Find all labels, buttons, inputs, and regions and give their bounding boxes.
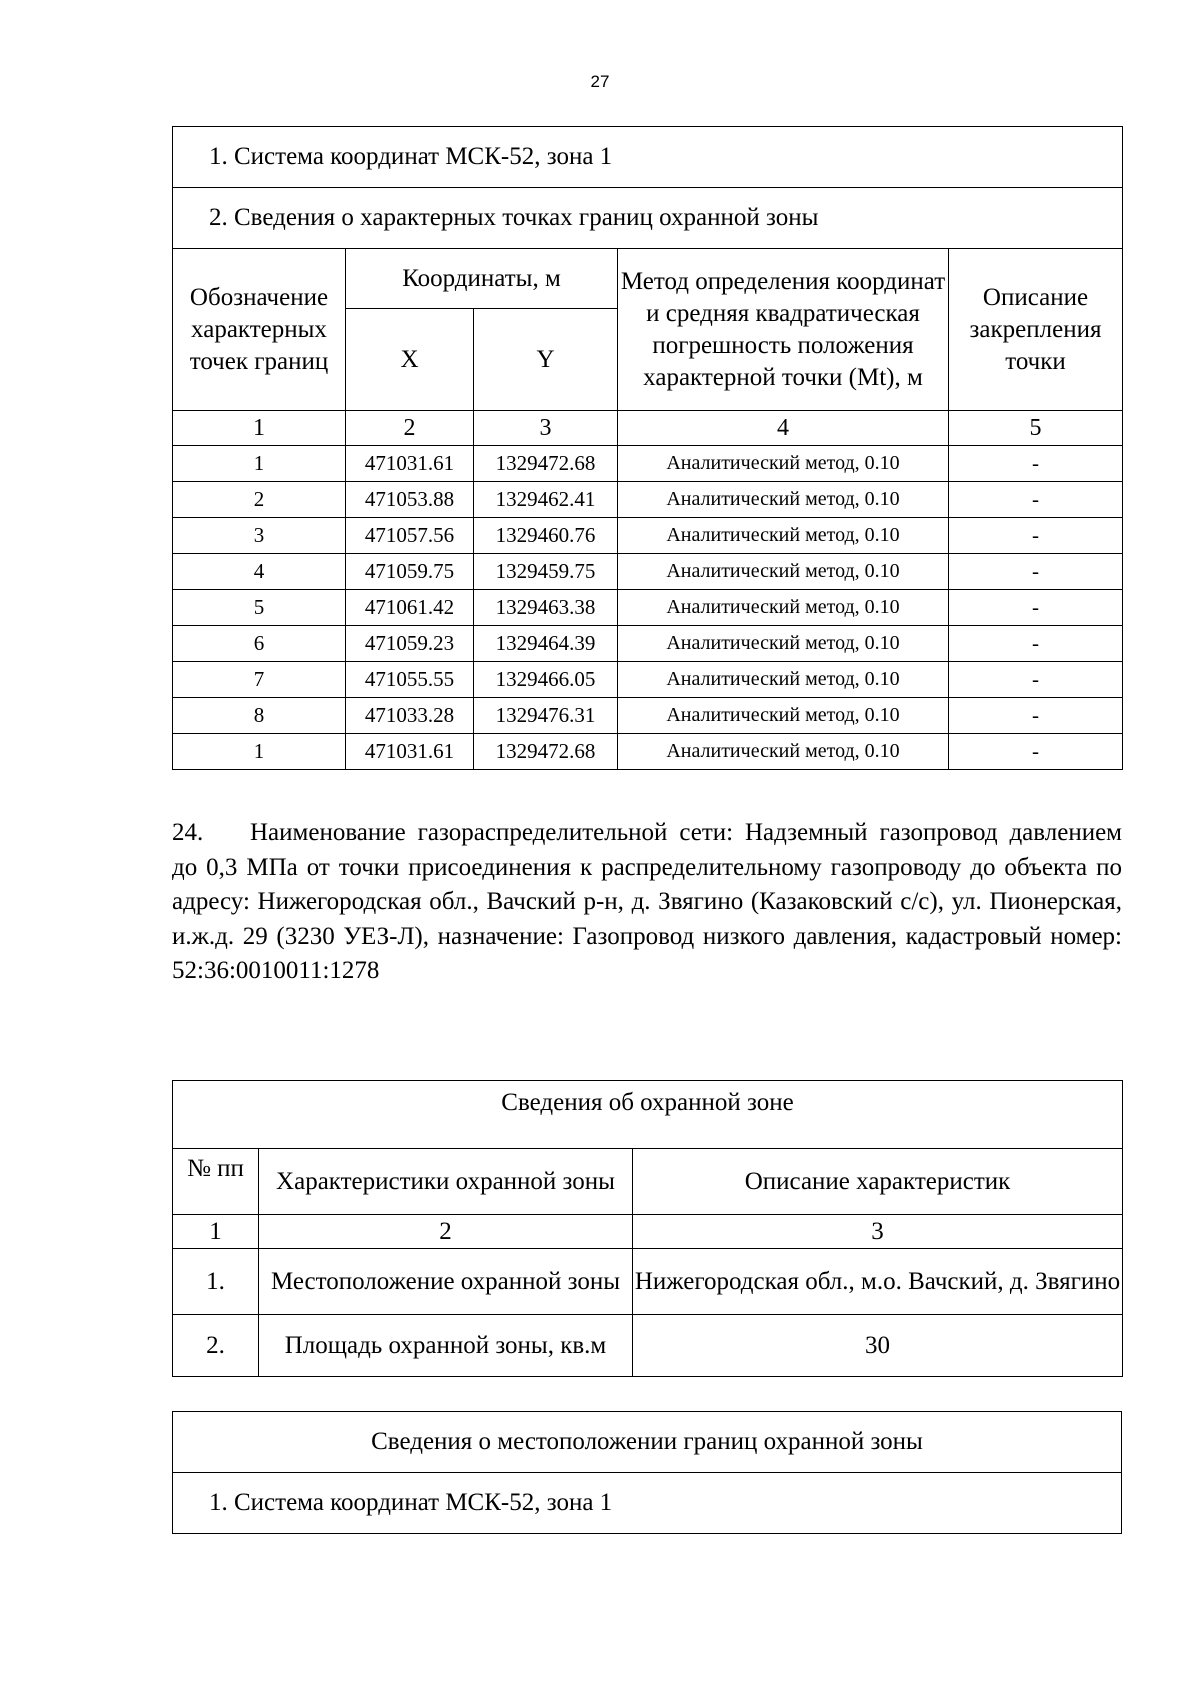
col-number: 1	[173, 1215, 259, 1249]
header-num: № пп	[173, 1149, 259, 1215]
col-number: 1	[173, 411, 346, 446]
y-cell: 1329462.41	[474, 482, 618, 518]
coord-system-row: 1. Система координат МСК-52, зона 1	[173, 127, 1123, 188]
method-cell: Аналитический метод, 0.10	[618, 446, 949, 482]
header-x: X	[346, 309, 474, 411]
point-cell: 2	[173, 482, 346, 518]
y-cell: 1329466.05	[474, 662, 618, 698]
method-cell: Аналитический метод, 0.10	[618, 590, 949, 626]
row-description: Нижегородская обл., м.о. Вачский, д. Звягино	[633, 1249, 1123, 1315]
x-cell: 471061.42	[346, 590, 474, 626]
col-number: 2	[346, 411, 474, 446]
desc-cell: -	[949, 626, 1123, 662]
y-cell: 1329464.39	[474, 626, 618, 662]
header-characteristic: Характеристики охранной зоны	[259, 1149, 633, 1215]
method-cell: Аналитический метод, 0.10	[618, 734, 949, 770]
row-characteristic: Площадь охранной зоны, кв.м	[259, 1315, 633, 1377]
method-cell: Аналитический метод, 0.10	[618, 482, 949, 518]
desc-cell: -	[949, 446, 1123, 482]
table-row	[173, 590, 1123, 626]
x-cell: 471031.61	[346, 734, 474, 770]
col-number: 4	[618, 411, 949, 446]
header-coordinates: Координаты, м	[346, 249, 618, 309]
desc-cell: -	[949, 518, 1123, 554]
row-characteristic: Местоположение охранной зоны	[259, 1249, 633, 1315]
point-cell: 5	[173, 590, 346, 626]
col-number: 5	[949, 411, 1123, 446]
boundary-location-table	[172, 1411, 1122, 1534]
method-cell: Аналитический метод, 0.10	[618, 518, 949, 554]
table-row	[173, 734, 1123, 770]
table-row	[173, 1249, 1123, 1315]
header-description: Описание закрепления точки	[949, 249, 1123, 411]
point-cell: 3	[173, 518, 346, 554]
header-char-description: Описание характеристик	[633, 1149, 1123, 1215]
header-method: Метод определения координат и средняя квадратическая погрешность положения характерной точки (Mt), м	[618, 249, 949, 411]
table-row	[173, 446, 1123, 482]
point-cell: 1	[173, 734, 346, 770]
row-num: 1.	[173, 1249, 259, 1315]
method-cell: Аналитический метод, 0.10	[618, 554, 949, 590]
network-description-paragraph	[172, 816, 1122, 989]
row-description: 30	[633, 1315, 1123, 1377]
col-number: 2	[259, 1215, 633, 1249]
paragraph-text: Наименование газораспределительной сети: Надземный газопровод давлением до 0,3 МПа от точки присоединения к распределительному газопроводу до объекта по адресу: Нижегородская обл., Вачский р-н, д. Звягино (Казаковский с/с), ул. Пионерская, и.ж.д. 29 (3230 УЕЗ-Л), назначение: Газопровод низкого давления, кадастровый номер: 52:36:0010011:1278	[172, 819, 1122, 984]
row-num: 2.	[173, 1315, 259, 1377]
boundary-points-table	[172, 126, 1123, 770]
y-cell: 1329476.31	[474, 698, 618, 734]
desc-cell: -	[949, 734, 1123, 770]
table-row	[173, 554, 1123, 590]
point-cell: 4	[173, 554, 346, 590]
x-cell: 471031.61	[346, 446, 474, 482]
table-row	[173, 662, 1123, 698]
y-cell: 1329472.68	[474, 446, 618, 482]
protection-zone-table	[172, 1080, 1123, 1377]
desc-cell: -	[949, 698, 1123, 734]
point-cell: 7	[173, 662, 346, 698]
header-designation: Обозначение характерных точек границ	[173, 249, 346, 411]
y-cell: 1329463.38	[474, 590, 618, 626]
point-cell: 8	[173, 698, 346, 734]
coord-system-row: 1. Система координат МСК-52, зона 1	[173, 1473, 1122, 1534]
zone-table-title: Сведения об охранной зоне	[173, 1081, 1123, 1149]
point-cell: 6	[173, 626, 346, 662]
x-cell: 471033.28	[346, 698, 474, 734]
paragraph-number: 24.	[172, 819, 204, 846]
method-cell: Аналитический метод, 0.10	[618, 662, 949, 698]
section-title-row: 2. Сведения о характерных точках границ охранной зоны	[173, 188, 1123, 249]
method-cell: Аналитический метод, 0.10	[618, 698, 949, 734]
location-table-title: Сведения о местоположении границ охранной зоны	[173, 1412, 1122, 1473]
desc-cell: -	[949, 554, 1123, 590]
x-cell: 471053.88	[346, 482, 474, 518]
page-number: 27	[590, 72, 610, 91]
x-cell: 471055.55	[346, 662, 474, 698]
desc-cell: -	[949, 662, 1123, 698]
col-number: 3	[633, 1215, 1123, 1249]
y-cell: 1329459.75	[474, 554, 618, 590]
desc-cell: -	[949, 482, 1123, 518]
col-number: 3	[474, 411, 618, 446]
table-row	[173, 626, 1123, 662]
y-cell: 1329460.76	[474, 518, 618, 554]
table-row	[173, 698, 1123, 734]
x-cell: 471059.23	[346, 626, 474, 662]
desc-cell: -	[949, 590, 1123, 626]
table-row	[173, 1315, 1123, 1377]
table-row	[173, 482, 1123, 518]
method-cell: Аналитический метод, 0.10	[618, 626, 949, 662]
x-cell: 471057.56	[346, 518, 474, 554]
y-cell: 1329472.68	[474, 734, 618, 770]
x-cell: 471059.75	[346, 554, 474, 590]
point-cell: 1	[173, 446, 346, 482]
table-row	[173, 518, 1123, 554]
header-y: Y	[474, 309, 618, 411]
